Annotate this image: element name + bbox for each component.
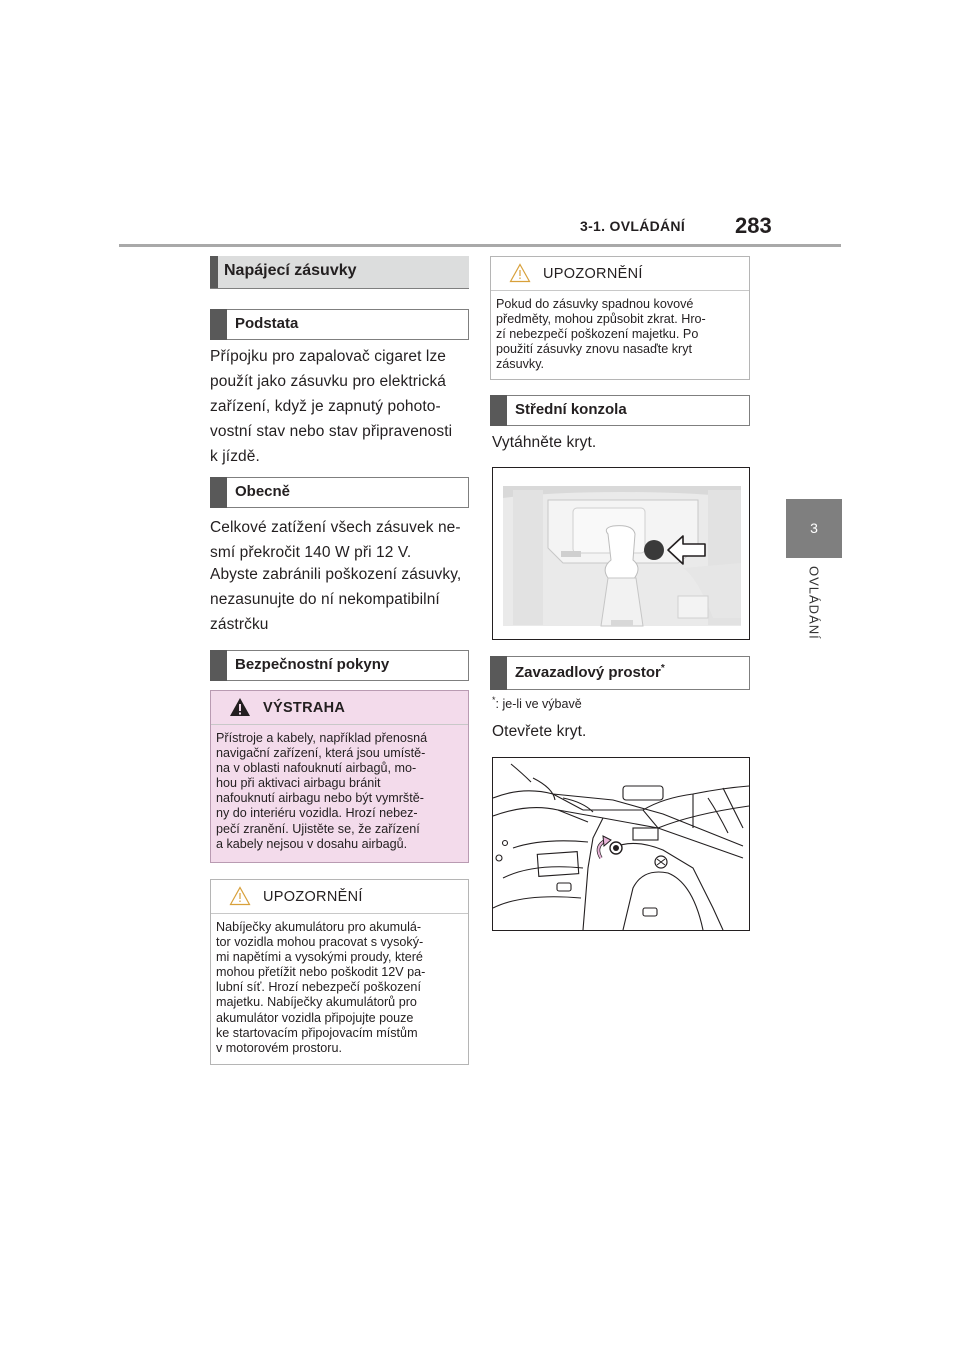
subheading-podstata xyxy=(210,309,469,340)
notice-triangle-icon xyxy=(229,886,251,906)
text-line: v motorovém prostoru. xyxy=(216,1040,342,1055)
footnote-optional-equipment xyxy=(492,695,582,711)
text-line: tor vozidla mohou pracovat s vysoký- xyxy=(216,935,424,950)
text-line: Nabíječky akumulátoru pro akumulá- xyxy=(216,920,422,934)
subheading-stredni-konzola xyxy=(490,395,750,426)
text-line: hou při aktivaci airbagu bránit xyxy=(216,776,381,791)
text-line: použití zásuvky znovu nasaďte kryt xyxy=(496,342,693,357)
text-line: nafouknutí airbagu nebo být vymrště- xyxy=(216,791,424,806)
text-line: lubní síť. Hrozí nebezpečí poškození xyxy=(216,980,421,995)
text-line: ke startovacím připojovacím místům xyxy=(216,1025,418,1040)
paragraph-obecne-1 xyxy=(210,515,480,565)
text-line: Abyste zabránili poškození zásuvky, xyxy=(210,566,462,583)
text-line: Přípojku pro zapalovač cigaret lze xyxy=(210,348,447,365)
notice-title-bar xyxy=(211,880,468,914)
notice-triangle-icon xyxy=(509,263,531,283)
paragraph-obecne-2 xyxy=(210,562,480,637)
chapter-tab: 3 xyxy=(786,499,842,558)
warning-title: VÝSTRAHA xyxy=(263,700,346,716)
header-rule xyxy=(119,244,841,247)
section-heading-napajeci-zasuvky xyxy=(210,256,469,289)
text-line: smí překročit 140 W při 12 V. xyxy=(210,544,412,561)
paragraph-podstata xyxy=(210,344,480,469)
optional-equipment-marker: * xyxy=(660,663,665,674)
text-line: na v oblasti nafouknutí airbagů, mo- xyxy=(216,761,417,776)
subheading-text: Střední konzola xyxy=(515,401,627,418)
subheading-text: Zavazadlový prostor xyxy=(515,664,661,681)
warning-title-bar xyxy=(211,691,468,725)
text-line: zástrčku xyxy=(210,616,269,633)
warning-text xyxy=(211,725,468,852)
text-line: vostní stav nebo stav připravenosti xyxy=(210,423,453,440)
subheading-bezpecnostni-pokyny xyxy=(210,650,469,681)
subheading-text: Obecně xyxy=(235,483,291,500)
luggage-compartment-illustration xyxy=(493,758,749,930)
text-line: majetku. Nabíječky akumulátorů pro xyxy=(216,995,417,1010)
instruction-stredni-konzola: Vytáhněte kryt. xyxy=(492,434,597,451)
notice-title: UPOZORNĚNÍ xyxy=(543,266,643,282)
text-line: nezasunujte do ní nekompatibilní xyxy=(210,591,440,608)
section-heading-text: Napájecí zásuvky xyxy=(224,262,357,279)
text-line: pečí zranění. Ujistěte se, že zařízení xyxy=(216,821,420,836)
text-line: zásuvky. xyxy=(496,357,545,372)
subheading-obecne xyxy=(210,477,469,508)
text-line: a kabely nejsou v dosahu airbagů. xyxy=(216,836,408,851)
text-line: zařízení, když je zapnutý pohoto- xyxy=(210,398,441,415)
text-line: navigační zařízení, která jsou umístě- xyxy=(216,746,426,761)
figure-luggage-compartment xyxy=(492,757,750,931)
warning-box-vystraha xyxy=(210,690,469,863)
text-line: mohou přetížit nebo poškodit 12V pa- xyxy=(216,965,426,980)
subheading-text: Bezpečnostní pokyny xyxy=(235,656,390,673)
warning-triangle-icon xyxy=(229,697,251,717)
notice-text xyxy=(211,914,468,1056)
text-line: k jízdě. xyxy=(210,448,260,465)
center-console-illustration xyxy=(493,468,749,639)
text-line: Přístroje a kabely, například přenosná xyxy=(216,731,428,745)
notice-box-upozorneni-right xyxy=(490,256,750,380)
text-line: použít jako zásuvku pro elektrická xyxy=(210,373,447,390)
text-line: akumulátor vozidla připojujte pouze xyxy=(216,1010,414,1025)
notice-title-bar xyxy=(491,257,749,291)
text-line: mi napětími a vysokými proudy, které xyxy=(216,950,423,965)
page-number: 283 xyxy=(735,213,772,238)
notice-title: UPOZORNĚNÍ xyxy=(263,889,363,905)
footnote-text: : je-li ve výbavě xyxy=(495,697,582,712)
chapter-label-text: OVLÁDÁNÍ xyxy=(806,566,822,640)
notice-box-upozorneni-left xyxy=(210,879,469,1065)
chapter-label xyxy=(776,566,852,656)
notice-text xyxy=(491,291,749,372)
text-line: ny do interiéru vozidla. Hrozí nebez- xyxy=(216,806,418,821)
figure-center-console xyxy=(492,467,750,640)
text-line: zí nebezpečí poškození majetku. Po xyxy=(496,327,699,342)
instruction-zavazadlovy-prostor: Otevřete kryt. xyxy=(492,723,587,740)
subheading-text: Podstata xyxy=(235,315,299,332)
footnote-asterisk: * xyxy=(492,695,496,705)
subheading-zavazadlovy-prostor xyxy=(490,656,750,690)
text-line: Pokud do zásuvky spadnou kovové xyxy=(496,297,694,311)
text-line: Celkové zatížení všech zásuvek ne- xyxy=(210,519,461,536)
running-header-section: 3-1. OVLÁDÁNÍ xyxy=(580,218,686,234)
text-line: předměty, mohou způsobit zkrat. Hro- xyxy=(496,312,706,327)
